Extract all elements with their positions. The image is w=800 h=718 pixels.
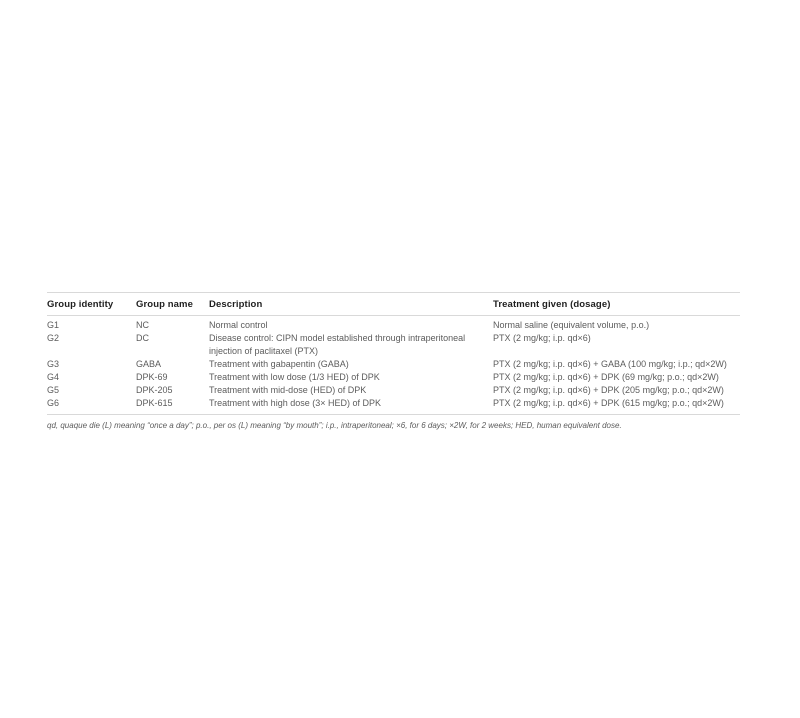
cell-group-identity: G6 — [47, 398, 60, 408]
cell-description: Treatment with high dose (3× HED) of DPK — [209, 398, 381, 408]
column-header-treatment: Treatment given (dosage) — [493, 299, 611, 310]
cell-treatment: PTX (2 mg/kg; i.p. qd×6) + DPK (205 mg/kg; p.o.; qd×2W) — [493, 385, 724, 395]
cell-description: Treatment with low dose (1/3 HED) of DPK — [209, 372, 380, 382]
cell-group-name: NC — [136, 320, 149, 330]
cell-treatment: PTX (2 mg/kg; i.p. qd×6) + DPK (69 mg/kg; p.o.; qd×2W) — [493, 372, 719, 382]
cell-group-identity: G4 — [47, 372, 60, 382]
cell-description: Normal control — [209, 320, 268, 330]
table-row — [47, 319, 740, 332]
cell-group-name: DPK-205 — [136, 385, 173, 395]
cell-treatment: PTX (2 mg/kg; i.p. qd×6) — [493, 333, 591, 343]
column-header-description: Description — [209, 299, 263, 310]
cell-description: Disease control: CIPN model established through intraperitoneal injection of paclitaxel (PTX) — [209, 333, 466, 356]
cell-group-identity: G1 — [47, 320, 60, 330]
cell-group-name: DC — [136, 333, 149, 343]
column-header-group-name: Group name — [136, 299, 193, 310]
table-header-row — [47, 293, 740, 316]
cell-description: Treatment with gabapentin (GABA) — [209, 359, 349, 369]
column-header-group-identity: Group identity — [47, 299, 114, 310]
cell-group-identity: G5 — [47, 385, 60, 395]
cell-group-identity: G3 — [47, 359, 60, 369]
cell-group-identity: G2 — [47, 333, 60, 343]
table-row — [47, 397, 740, 410]
cell-group-name: DPK-615 — [136, 398, 173, 408]
table-row — [47, 384, 740, 397]
cell-group-name: GABA — [136, 359, 162, 369]
cell-treatment: PTX (2 mg/kg; i.p. qd×6) + DPK (615 mg/kg; p.o.; qd×2W) — [493, 398, 724, 408]
cell-treatment: Normal saline (equivalent volume, p.o.) — [493, 320, 650, 330]
table-row — [47, 371, 740, 384]
experimental-groups-table — [47, 292, 740, 431]
table-footnote: qd, quaque die (L) meaning “once a day”; p.o., per os (L) meaning “by mouth”; i.p., intraperitoneal; ×6, for 6 days; ×2W, for 2 weeks; HED, human equivalent dose. — [47, 421, 622, 430]
cell-treatment: PTX (2 mg/kg; i.p. qd×6) + GABA (100 mg/kg; i.p.; qd×2W) — [493, 359, 727, 369]
table-row — [47, 358, 740, 371]
cell-description: Treatment with mid-dose (HED) of DPK — [209, 385, 367, 395]
table-body — [47, 316, 740, 415]
table-row — [47, 332, 740, 358]
cell-group-name: DPK-69 — [136, 372, 168, 382]
